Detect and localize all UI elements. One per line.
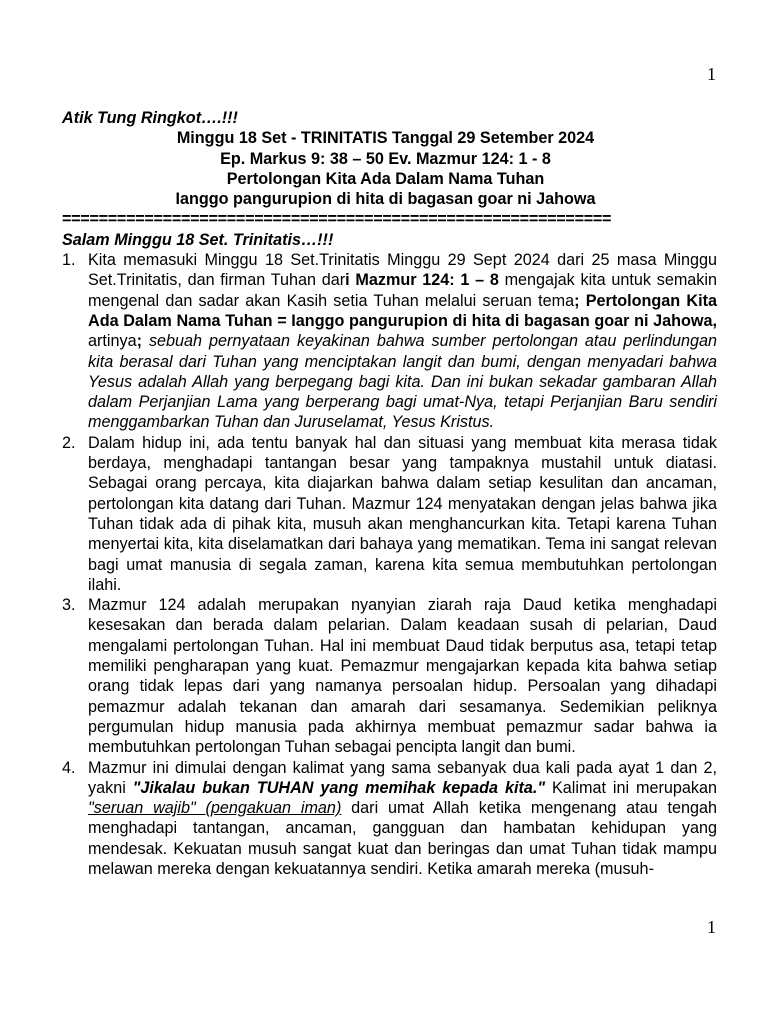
- item-text: mengajak kita untuk semakin mengenal dan sadar akan Kasih setia Tuhan melalui seruan tema: [88, 271, 717, 310]
- item-text: artinya: [88, 332, 137, 351]
- quote-bold-italic: "Jikalau bukan TUHAN yang memihak kepada kita.": [132, 778, 546, 797]
- item-text: Dalam hidup ini, ada tentu banyak hal dan situasi yang membuat kita merasa tidak berdaya, menghadapi tantangan besar yang tampaknya mustahil untuk diatasi. Sebagai orang percaya, kita diajarkan bahwa dalam setiap kesulitan dan ancaman, pertolongan kita datang dari Tuhan. Mazmur 124 menyatakan dengan jelas bahwa jika Tuhan tidak ada di pihak kita, musuh akan menghancurkan kita. Tetapi karena Tuhan menyertai kita, kita diselamatkan dari bahaya yang mematikan. Tema ini sangat relevan bagi umat manusia di segala zaman, karena kita semua membutuhkan pertolongan ilahi.: [88, 433, 717, 594]
- item-text: Kita memasuki Minggu 18 Set.Trinitatis Minggu 29 Sept 2024 dari 25 masa Minggu Set.Trinitatis, dan firman Tuhan dar: [88, 251, 717, 290]
- list-item: [62, 250, 717, 433]
- item-number: 3.: [62, 596, 76, 615]
- item-text: dari umat Allah ketika mengenang atau tengah menghadapi tantangan, ancaman, gangguan dan hambatan kehidupan yang mendesak. Kekuatan musuh sangat kuat dan beringas dan umat Tuhan tidak mampu melawan mereka dengan kekuatannya sendiri. Ketika amarah mereka (musuh-: [88, 799, 718, 878]
- theme-bold: ; Pertolongan Kita Ada Dalam Nama Tuhan = Ianggo pangurupion di hita di bagasan goar ni Jahowa,: [88, 291, 717, 330]
- item-text-bold: ;: [136, 332, 142, 351]
- header-date-line: Minggu 18 Set - TRINITATIS Tanggal 29 Setember 2024: [176, 129, 595, 148]
- list-item: [62, 758, 717, 880]
- list-item: [62, 433, 717, 595]
- document-body: [62, 108, 717, 879]
- page-number-top: 1: [707, 64, 716, 84]
- item-text-italic: sebuah pernyataan keyakinan bahwa sumber pertolongan atau perlindungan kita berasal dari Tuhan yang menciptakan langit dan bumi, dengan menyadari bahwa Yesus adalah Allah yang berpegang bagi kita. Dan ini bukan sekadar gambaran Allah dalam Perjanjian Lama yang berperang bagi umat-Nya, tetapi Perjanjian Baru sendiri menggambarkan Tuhan dan Juruselamat, Yesus Kristus.: [88, 332, 717, 432]
- separator-line: ============================================================: [62, 210, 612, 229]
- greeting: Atik Tung Ringkot….!!!: [62, 109, 238, 127]
- item-text: Mazmur ini dimulai dengan kalimat yang sama sebanyak dua kali pada ayat 1 dan 2, yakni: [88, 758, 717, 797]
- item-number: 1.: [62, 251, 76, 270]
- salam-heading: Salam Minggu 18 Set. Trinitatis…!!!: [62, 230, 334, 249]
- header-readings-line: Ep. Markus 9: 38 – 50 Ev. Mazmur 124: 1 - 8: [220, 149, 551, 168]
- list-item: [62, 595, 717, 757]
- header-theme-indonesian: Pertolongan Kita Ada Dalam Nama Tuhan: [226, 169, 545, 188]
- item-text: Mazmur 124 adalah merupakan nyanyian ziarah raja Daud ketika menghadapi kesesakan dan berada dalam pelarian. Dalam keadaan susah di pelarian, Daud mengalami pertolongan Tuhan. Hal ini membuat Daud tidak berputus asa, tetapi tetap memiliki pengharapan yang kuat. Pemazmur mengajarkan kepada kita bahwa setiap orang tidak lepas dari yang namanya persoalan hidup. Persoalan yang dihadapi pemazmur adalah tekanan dan amarah dari sesamanya. Sedemikian peliknya pergumulan hidup manusia pada akhirnya membuat pemazmur sadar bahwa ia membutuhkan pertolongan Tuhan sebagai pencipta langit dan bumi.: [88, 596, 717, 757]
- item-number: 2.: [62, 433, 76, 452]
- header-theme-batak: Ianggo pangurupion di hita di bagasan goar ni Jahowa: [175, 190, 596, 209]
- item-number: 4.: [62, 758, 76, 777]
- page-number-bottom: 1: [707, 917, 716, 937]
- quote-underlined: "seruan wajib" (pengakuan iman): [88, 799, 342, 818]
- item-text: Kalimat ini merupakan: [545, 778, 718, 797]
- item-text-bold: i Mazmur 124: 1 – 8: [345, 271, 499, 290]
- paragraph-list: [62, 250, 717, 879]
